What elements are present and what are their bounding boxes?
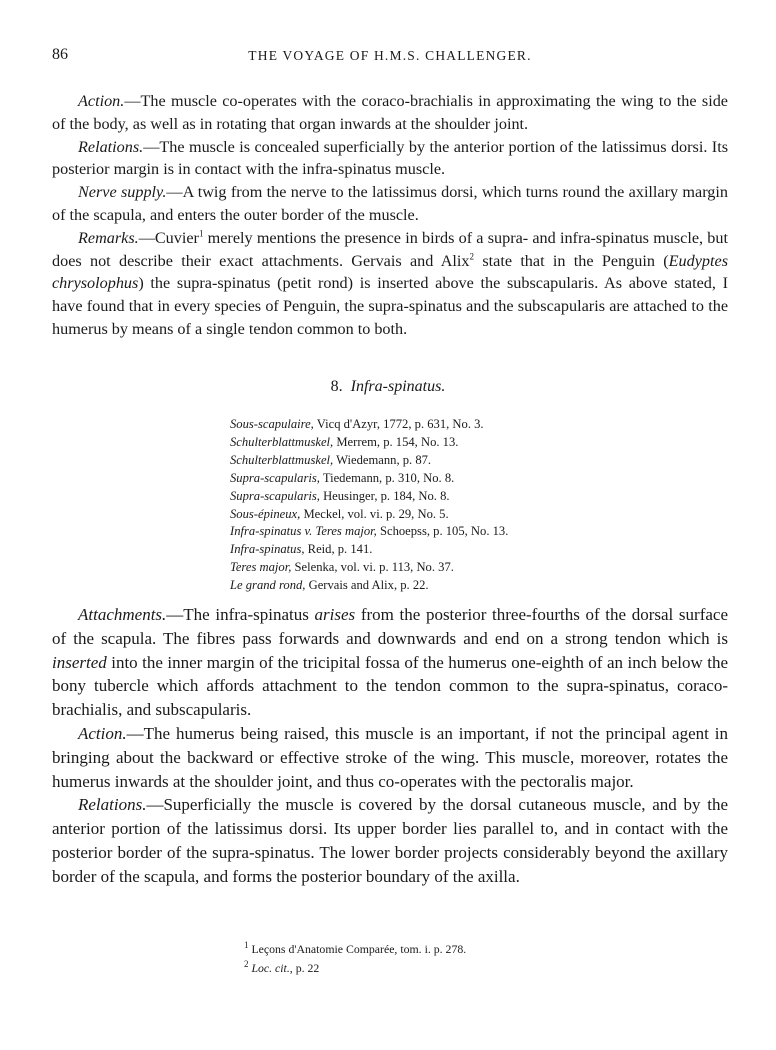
synonym-item: Sous-scapulaire, Vicq d'Azyr, 1772, p. 631, No. 3. — [230, 417, 484, 431]
synonym-item: Schulterblattmuskel, Merrem, p. 154, No. 13. — [230, 434, 459, 449]
synonym-item: Le grand rond, Gervais and Alix, p. 22. — [230, 578, 429, 593]
footnote-2: $^2$ Loc. cit., p. 22 — [244, 959, 320, 975]
section-heading: 8. Infra-spinatus. — [330, 378, 446, 395]
synonym-item: Infra-spinatus, Reid, p. 141. — [230, 542, 373, 557]
page-number: 86 — [52, 46, 68, 63]
synonym-item: Supra-scapularis, Heusinger, p. 184, No. 8. — [230, 488, 450, 503]
paragraph-nerve-supply: Nerve supply.—A twig from the nerve to the latissimus dorsi, which turns round the axillary margin of the scapula, and enters the outer border of the muscle. — [52, 183, 728, 224]
running-title: THE VOYAGE OF H.M.S. CHALLENGER. — [248, 48, 532, 63]
section-text-upper — [52, 90, 728, 341]
synonym-item: Supra-scapularis, Tiedemann, p. 310, No. 8. — [230, 470, 455, 485]
label-relations: Relations. — [78, 137, 144, 156]
paragraph-attachments: Attachments.—The infra-spinatus arises from the posterior three-fourths of the dorsal surface of the scapula. The fibres pass forwards and downwards and end on a strong tendon which is inserted into the inner margin of the tricipital fossa of the humerus one-eighth of an inch below the bony tubercle which affords attachment to the tendon common to the supra-spinatus, coraco-brachialis, and subscapularis. — [52, 605, 729, 720]
label-action-2: Action. — [78, 723, 127, 743]
section-text-lower — [52, 603, 728, 889]
paragraph-relations: Relations.—The muscle is concealed superficially by the anterior portion of the latissimus dorsi. Its posterior margin is in contact with the infra-spinatus muscle. — [52, 137, 728, 179]
label-nerve-supply: Nerve supply. — [78, 183, 167, 202]
paragraph-remarks: Remarks.—Cuvier$^1$ merely mentions the presence in birds of a supra- and infra-spinatus muscle, but does not describe their exact attachments. Gervais and Alix$^2$ state that in the Penguin (Eudyptes chrysolophus) the supra-spinatus (petit rond) is inserted above the subscapularis. As above stated, I have found that in every species of Penguin, the supra-spinatus and the subscapularis are attached to the humerus by means of a single tendon common to both. — [52, 228, 728, 338]
species-name: Eudyptes chrysolophus — [52, 251, 728, 293]
label-attachments: Attachments. — [78, 605, 167, 624]
label-remarks: Remarks. — [78, 228, 139, 247]
paragraph-action: Action.—The muscle co-operates with the coraco-brachialis in approximating the wing to the side of the body, as well as in rotating that organ inwards at the shoulder joint. — [52, 92, 728, 133]
footnote-ref-1[interactable]: 1 — [198, 228, 204, 239]
paragraph-action-2: Action.—The humerus being raised, this muscle is an important, if not the principal agent in bringing about the backward or effective stroke of the wing. This muscle, moreover, rotates the humerus inwards at the shoulder joint, and thus co-operates with the pectoralis major. — [52, 723, 728, 791]
label-relations-2: Relations. — [78, 795, 147, 815]
footnote-1: $^1$ Leçons d'Anatomie Comparée, tom. i. p. 278. — [244, 940, 467, 956]
page-header — [52, 46, 728, 68]
footnote-ref-2[interactable]: 2 — [469, 251, 475, 262]
synonym-item: Schulterblattmuskel, Wiedemann, p. 87. — [230, 452, 432, 467]
label-action: Action. — [78, 92, 125, 110]
synonymy-list — [230, 416, 650, 595]
footnotes — [244, 940, 724, 978]
synonym-item: Teres major, Selenka, vol. vi. p. 113, No. 37. — [230, 560, 454, 575]
synonym-item: Sous-épineux, Meckel, vol. vi. p. 29, No. 5. — [230, 506, 449, 521]
paragraph-relations-2: Relations.—Superficially the muscle is covered by the dorsal cutaneous muscle, and by the anterior portion of the latissimus dorsi. Its upper border lies parallel to, and in contact with the posterior border of the supra-spinatus. The lower border projects considerably beyond the axillary border of the scapula, and forms the posterior boundary of the axilla. — [52, 795, 728, 886]
synonym-item: Infra-spinatus v. Teres major, Schoepss, p. 105, No. 13. — [230, 524, 509, 539]
